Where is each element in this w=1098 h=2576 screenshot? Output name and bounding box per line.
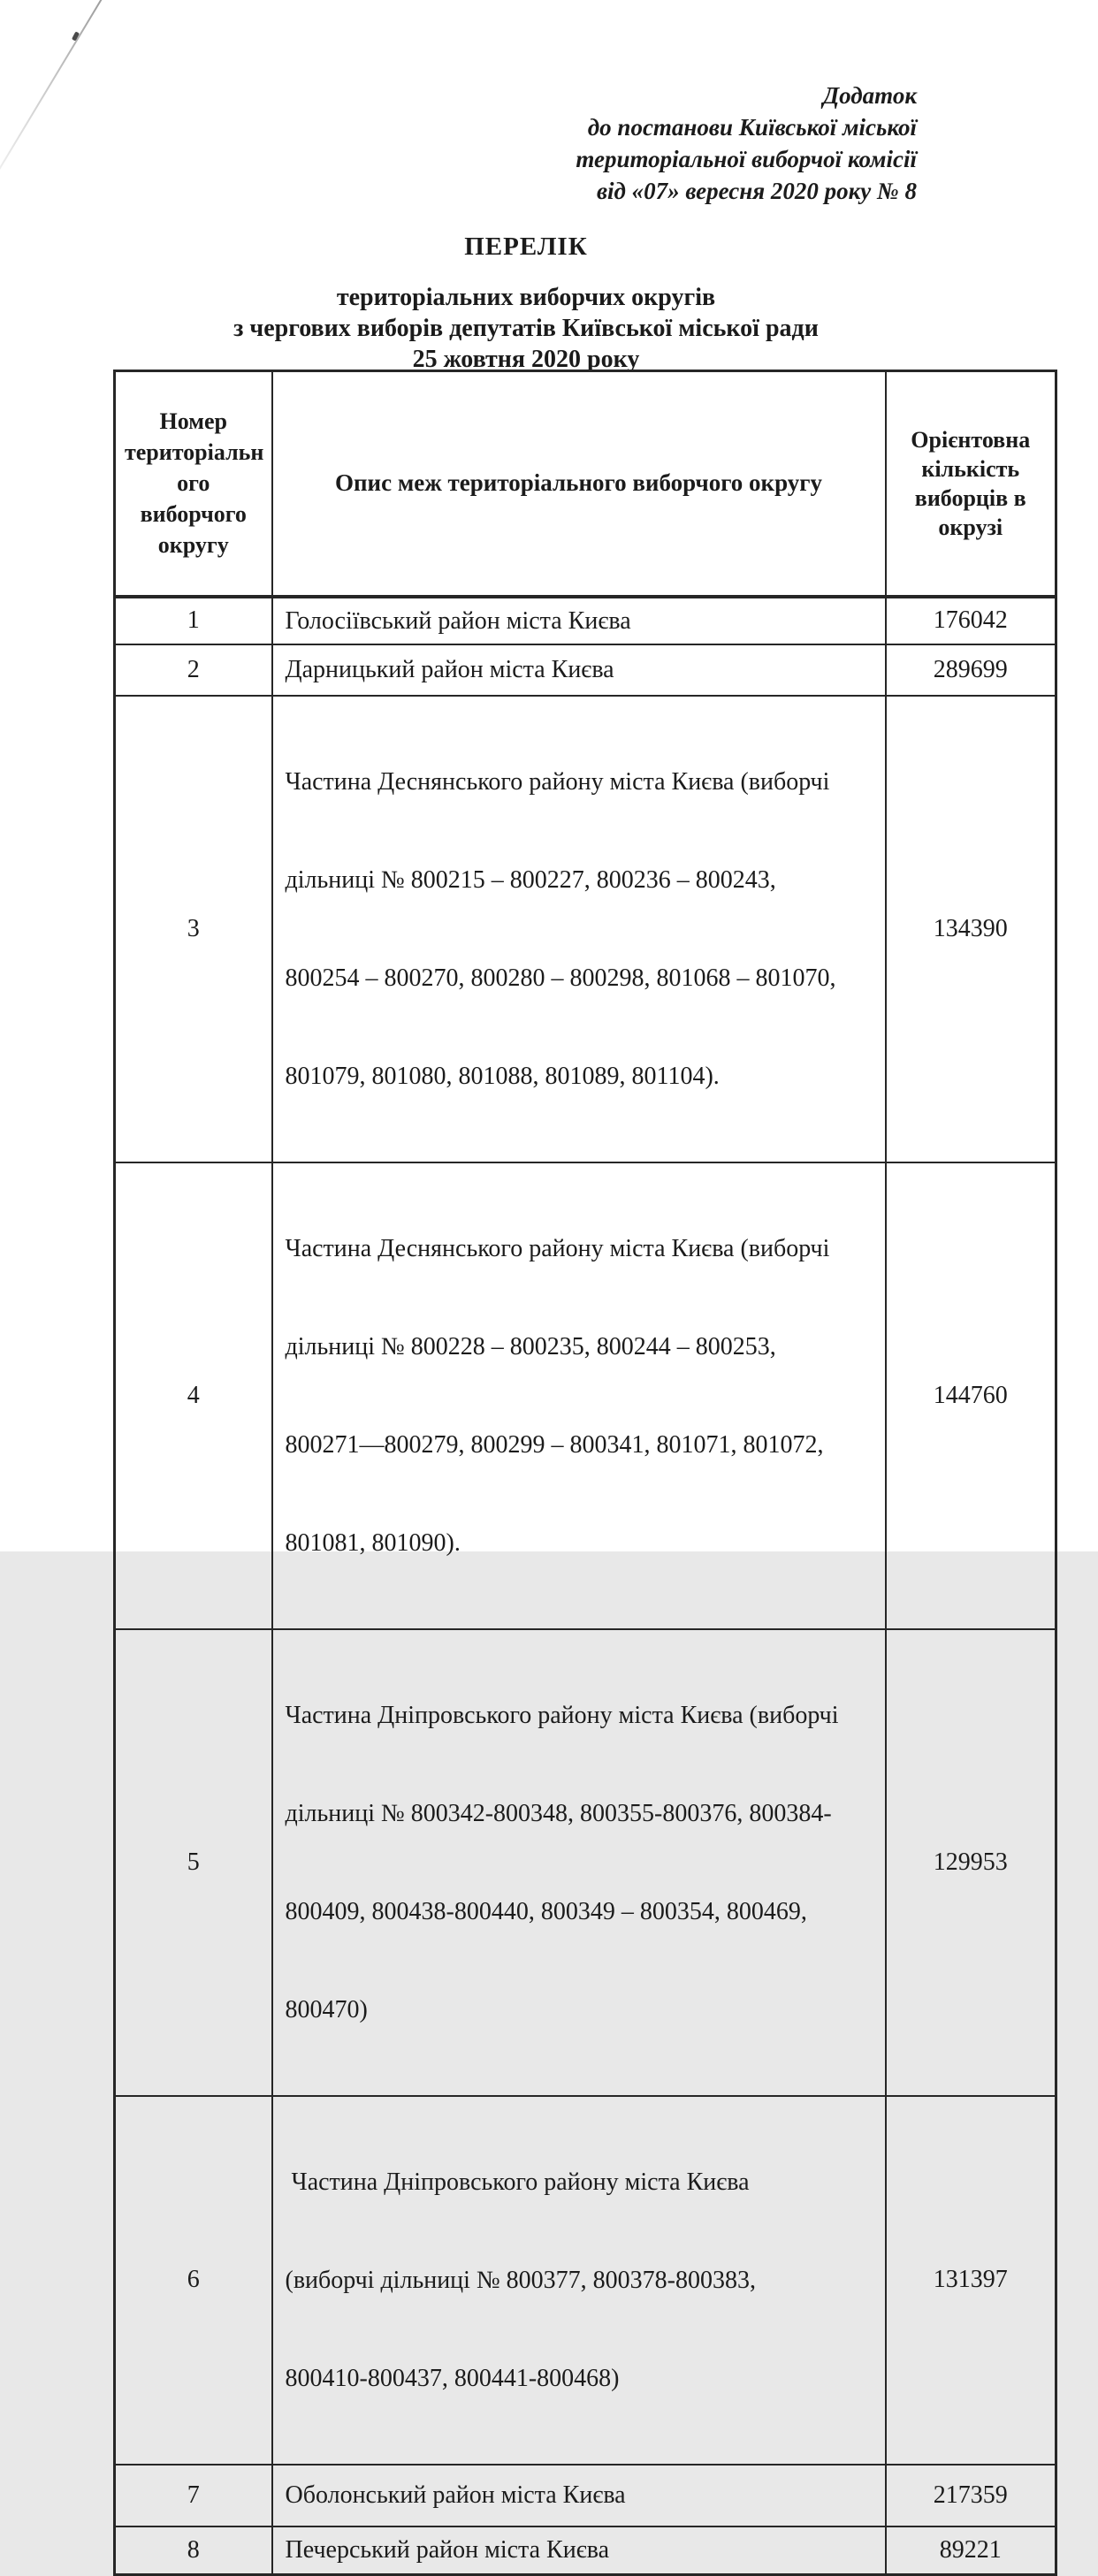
description-line: 801081, 801090). [285, 1528, 461, 1557]
description-line: дільниці № 800228 – 800235, 800244 – 800253, [285, 1332, 776, 1360]
district-description [272, 1162, 886, 1629]
district-description [272, 1629, 886, 2096]
districts-table [113, 370, 1057, 2576]
annex-line: від «07» вересня 2020 року № 8 [596, 178, 917, 204]
district-number: 2 [115, 644, 272, 696]
document-title: ПЕРЕЛІК [464, 232, 588, 261]
district-description [272, 644, 886, 696]
district-number: 4 [115, 1162, 272, 1629]
district-voters: 217359 [886, 2465, 1056, 2526]
table-row [115, 2096, 1056, 2465]
description-line: Частина Деснянського району міста Києва (виборчі [285, 1234, 830, 1262]
district-number: 8 [115, 2526, 272, 2575]
district-voters: 131397 [886, 2096, 1056, 2465]
table-header-row [115, 371, 1056, 597]
district-description [272, 2526, 886, 2575]
col-header-district-number: Номер територіальн ого виборчого округу [115, 371, 272, 597]
description-line: 800271—800279, 800299 – 800341, 801071, 801072, [285, 1430, 824, 1459]
description-line: 800254 – 800270, 800280 – 800298, 801068 – 801070, [285, 964, 836, 992]
annex-line: до постанови Київської міської [587, 114, 917, 141]
description-line: 800470) [285, 1995, 368, 2023]
description-line: 801079, 801080, 801088, 801089, 801104). [285, 1062, 720, 1090]
annex-line: територіальної виборчої комісії [576, 146, 917, 172]
description-line: Голосіївський район міста Києва [285, 606, 631, 635]
district-number: 6 [115, 2096, 272, 2465]
district-voters: 134390 [886, 696, 1056, 1162]
col-header-district-description: Опис меж територіального виборчого округу [272, 371, 886, 597]
description-line: Оболонський район міста Києва [285, 2481, 626, 2509]
district-number: 1 [115, 597, 272, 644]
table-row [115, 2526, 1056, 2575]
description-line: Частина Дніпровського району міста Києва [285, 2168, 750, 2196]
district-description [272, 2465, 886, 2526]
district-voters: 129953 [886, 1629, 1056, 2096]
district-description [272, 2096, 886, 2465]
district-number: 7 [115, 2465, 272, 2526]
document-subtitle-line: територіальних виборчих округів [336, 284, 716, 311]
table-row [115, 597, 1056, 644]
district-description [272, 597, 886, 644]
district-voters: 89221 [886, 2526, 1056, 2575]
table-row [115, 644, 1056, 696]
description-line: дільниці № 800215 – 800227, 800236 – 800243, [285, 865, 776, 894]
district-number: 5 [115, 1629, 272, 2096]
description-line: Частина Деснянського району міста Києва (виборчі [285, 767, 830, 796]
document-heading [0, 232, 1052, 375]
description-line: 800409, 800438-800440, 800349 – 800354, 800469, [285, 1897, 807, 1925]
district-voters: 176042 [886, 597, 1056, 644]
description-line: Печерський район міста Києва [285, 2536, 610, 2565]
document-subtitle-line: з чергових виборів депутатів Київської міської ради [233, 315, 819, 342]
description-line: 800410-800437, 800441-800468) [285, 2364, 620, 2392]
district-description [272, 696, 886, 1162]
annex-line: Додаток [822, 82, 917, 109]
table-row [115, 1629, 1056, 2096]
table-row [115, 696, 1056, 1162]
description-line: дільниці № 800342-800348, 800355-800376, 800384- [285, 1799, 832, 1827]
table-row [115, 1162, 1056, 1629]
annex-block [576, 80, 917, 207]
district-voters: 289699 [886, 644, 1056, 696]
description-line: Дарницький район міста Києва [285, 656, 614, 683]
col-header-voter-count: Орієнтовна кількість виборців в окрузі [886, 371, 1056, 597]
district-voters: 144760 [886, 1162, 1056, 1629]
document-subtitle-line: 25 жовтня 2020 року [412, 346, 640, 373]
description-line: (виборчі дільниці № 800377, 800378-800383, [285, 2266, 756, 2294]
district-number: 3 [115, 696, 272, 1162]
scan-fold-line [0, 0, 105, 172]
table-row [115, 2465, 1056, 2526]
description-line: Частина Дніпровського району міста Києва (виборчі [285, 1701, 839, 1729]
